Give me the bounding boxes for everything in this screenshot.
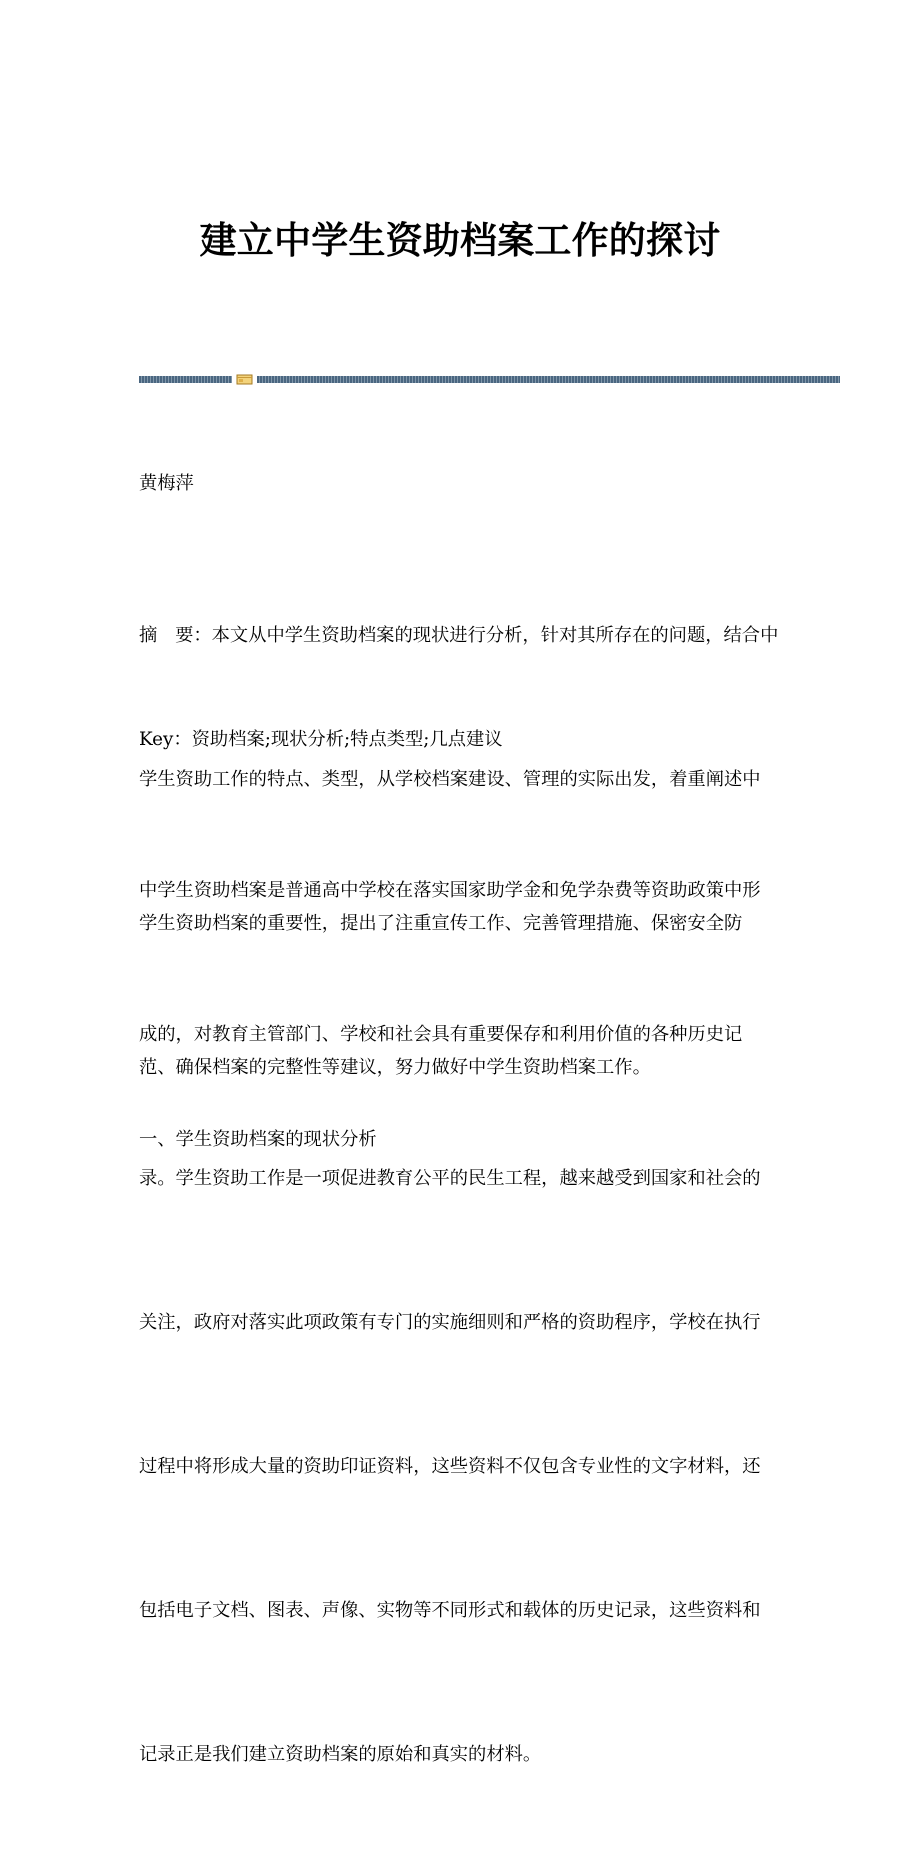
divider-bar-right [257,376,840,383]
body-paragraph [139,771,761,1875]
document-title: 建立中学生资助档案工作的探讨 [199,218,721,262]
folder-icon [236,373,253,385]
abstract-line: 学生资助工作的特点、类型，从学校档案建设、管理的实际出发，着重阐述中 [139,769,761,790]
divider-bar-left [139,376,232,383]
body-line: 中学生资助档案是普通高中学校在落实国家助学金和免学杂费等资助政策中形 [139,880,761,901]
keywords-line: Key：资助档案;现状分析;特点类型;几点建议 [139,729,503,750]
body-line: 包括电子文档、图表、声像、实物等不同形式和载体的历史记录，这些资料和 [139,1600,761,1621]
section-heading: 一、学生资助档案的现状分析 [139,1129,377,1150]
body-line: 过程中将形成大量的资助印证资料，这些资料不仅包含专业性的文字材料，还 [139,1456,761,1477]
title-divider [139,373,841,385]
body-line: 记录正是我们建立资助档案的原始和真实的材料。 [139,1744,542,1765]
author-name: 黄梅萍 [139,473,194,494]
abstract-line: 范、确保档案的完整性等建议，努力做好中学生资助档案工作。 [139,1057,651,1078]
body-line: 录。学生资助工作是一项促进教育公平的民生工程，越来越受到国家和社会的 [139,1168,761,1189]
abstract-line: 摘 要：本文从中学生资助档案的现状进行分析，针对其所存在的问题，结合中 [139,625,779,646]
body-line: 成的，对教育主管部门、学校和社会具有重要保存和利用价值的各种历史记 [139,1024,743,1045]
abstract-line: 学生资助档案的重要性，提出了注重宣传工作、完善管理措施、保密安全防 [139,913,743,934]
body-line: 关注，政府对落实此项政策有专门的实施细则和严格的资助程序，学校在执行 [139,1312,761,1333]
